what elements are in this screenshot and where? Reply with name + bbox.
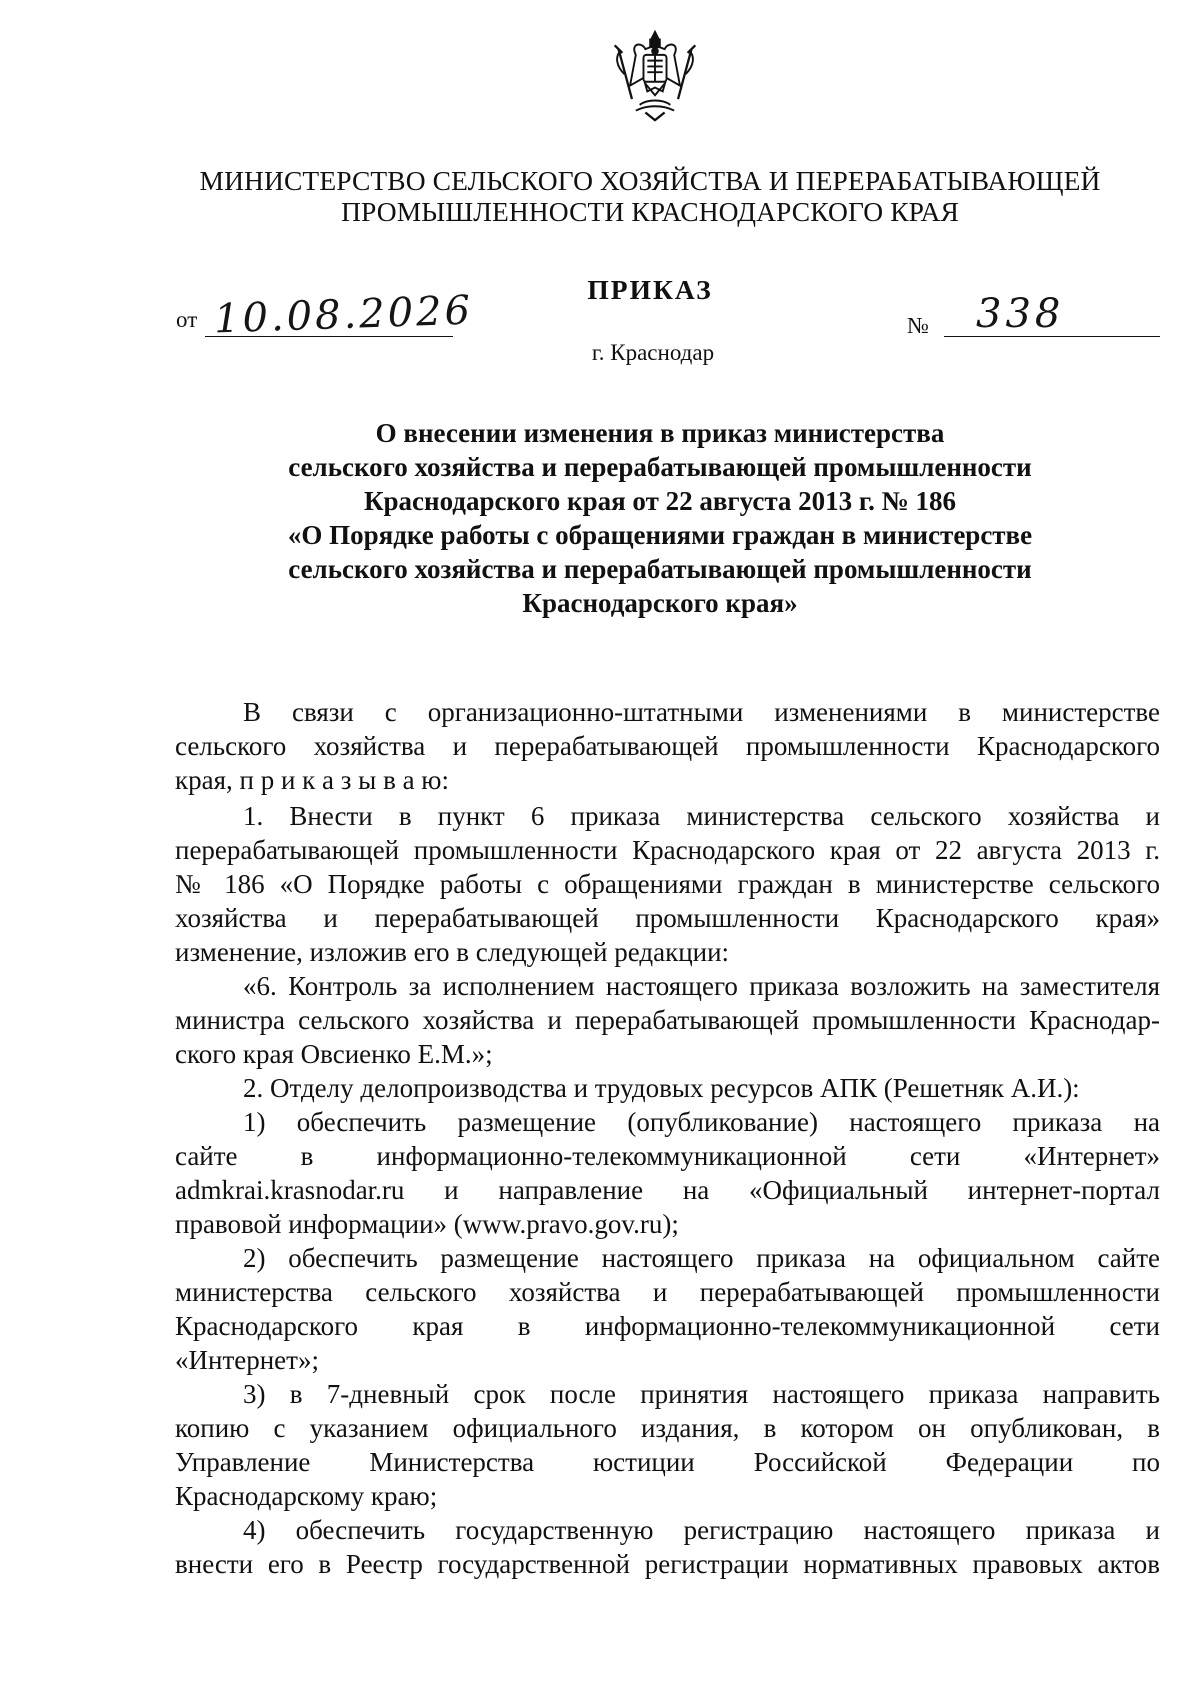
document-type-title: ПРИКАЗ (587, 274, 713, 305)
body-line: ского края Овсиенко Е.М.»; (175, 1039, 493, 1069)
order-title-line: Краснодарского края от 22 августа 2013 г. № 186 (363, 486, 957, 516)
body-line: правовой информации» (www.pravo.gov.ru); (175, 1209, 679, 1239)
body-line: внести его в Реестр государственной регистрации нормативных правовых актов (175, 1549, 1160, 1579)
ministry-name-line-1: МИНИСТЕРСТВО СЕЛЬСКОГО ХОЗЯЙСТВА И ПЕРЕРАБАТЫВАЮЩЕЙ (199, 165, 1101, 196)
body-line: края, п р и к а з ы в а ю: (175, 765, 449, 795)
city-label: г. Краснодар (591, 340, 715, 365)
order-title-line: Краснодарского края» (522, 588, 798, 618)
body-line: 3) в 7-дневный срок после принятия настоящего приказа направить (243, 1379, 1160, 1409)
body-line: 2) обеспечить размещение настоящего приказа на официальном сайте (243, 1243, 1160, 1273)
body-line: копию с указанием официального издания, в котором он опубликован, в (175, 1413, 1160, 1443)
order-title-line: О внесении изменения в приказ министерства (375, 418, 945, 448)
number-label: № (907, 313, 929, 338)
ministry-name-line-2: ПРОМЫШЛЕННОСТИ КРАСНОДАРСКОГО КРАЯ (341, 196, 959, 227)
body-line: 1. Внести в пункт 6 приказа министерства сельского хозяйства и (243, 801, 1160, 831)
body-line: Краснодарскому краю; (175, 1481, 438, 1511)
order-title-line: сельского хозяйства и перерабатывающей промышленности (288, 554, 1032, 584)
date-label: от (176, 307, 198, 332)
body-line: Краснодарского края в информационно-телекоммуникационной сети (175, 1311, 1160, 1341)
body-line: № 186 «О Порядке работы с обращениями граждан в министерстве сельского (175, 869, 1160, 899)
body-line: сайте в информационно-телекоммуникационной сети «Интернет» (175, 1141, 1160, 1171)
body-line: Управление Министерства юстиции Российской Федерации по (175, 1447, 1160, 1477)
body-line: министерства сельского хозяйства и перерабатывающей промышленности (175, 1277, 1160, 1307)
body-line: перерабатывающей промышленности Краснодарского края от 22 августа 2013 г. (175, 835, 1160, 865)
body-line: хозяйства и перерабатывающей промышленности Краснодарского края» (175, 903, 1160, 933)
body-line: «6. Контроль за исполнением настоящего приказа возложить на заместителя (243, 971, 1160, 1001)
body-line: министра сельского хозяйства и перерабатывающей промышленности Краснодар- (175, 1005, 1160, 1035)
body-line: В связи с организационно-штатными изменениями в министерстве (243, 697, 1160, 727)
body-line: изменение, изложив его в следующей редакции: (175, 937, 730, 967)
body-line: 4) обеспечить государственную регистрацию настоящего приказа и (243, 1515, 1160, 1545)
krasnodar-coat-of-arms-icon (606, 28, 704, 124)
body-line: 2. Отделу делопроизводства и трудовых ресурсов АПК (Решетняк А.И.): (243, 1073, 1080, 1103)
body-line: 1) обеспечить размещение (опубликование) настоящего приказа на (243, 1107, 1160, 1137)
body-line: «Интернет»; (175, 1345, 319, 1375)
body-line: сельского хозяйства и перерабатывающей промышленности Краснодарского (175, 731, 1160, 761)
order-title-line: «О Порядке работы с обращениями граждан в министерстве (287, 520, 1033, 550)
body-line: admkrai.krasnodar.ru и направление на «Официальный интернет-портал (175, 1175, 1160, 1205)
date-handwritten: 10.08.2026 (213, 287, 474, 343)
order-title-line: сельского хозяйства и перерабатывающей промышленности (288, 452, 1032, 482)
number-handwritten: 338 (976, 291, 1065, 337)
